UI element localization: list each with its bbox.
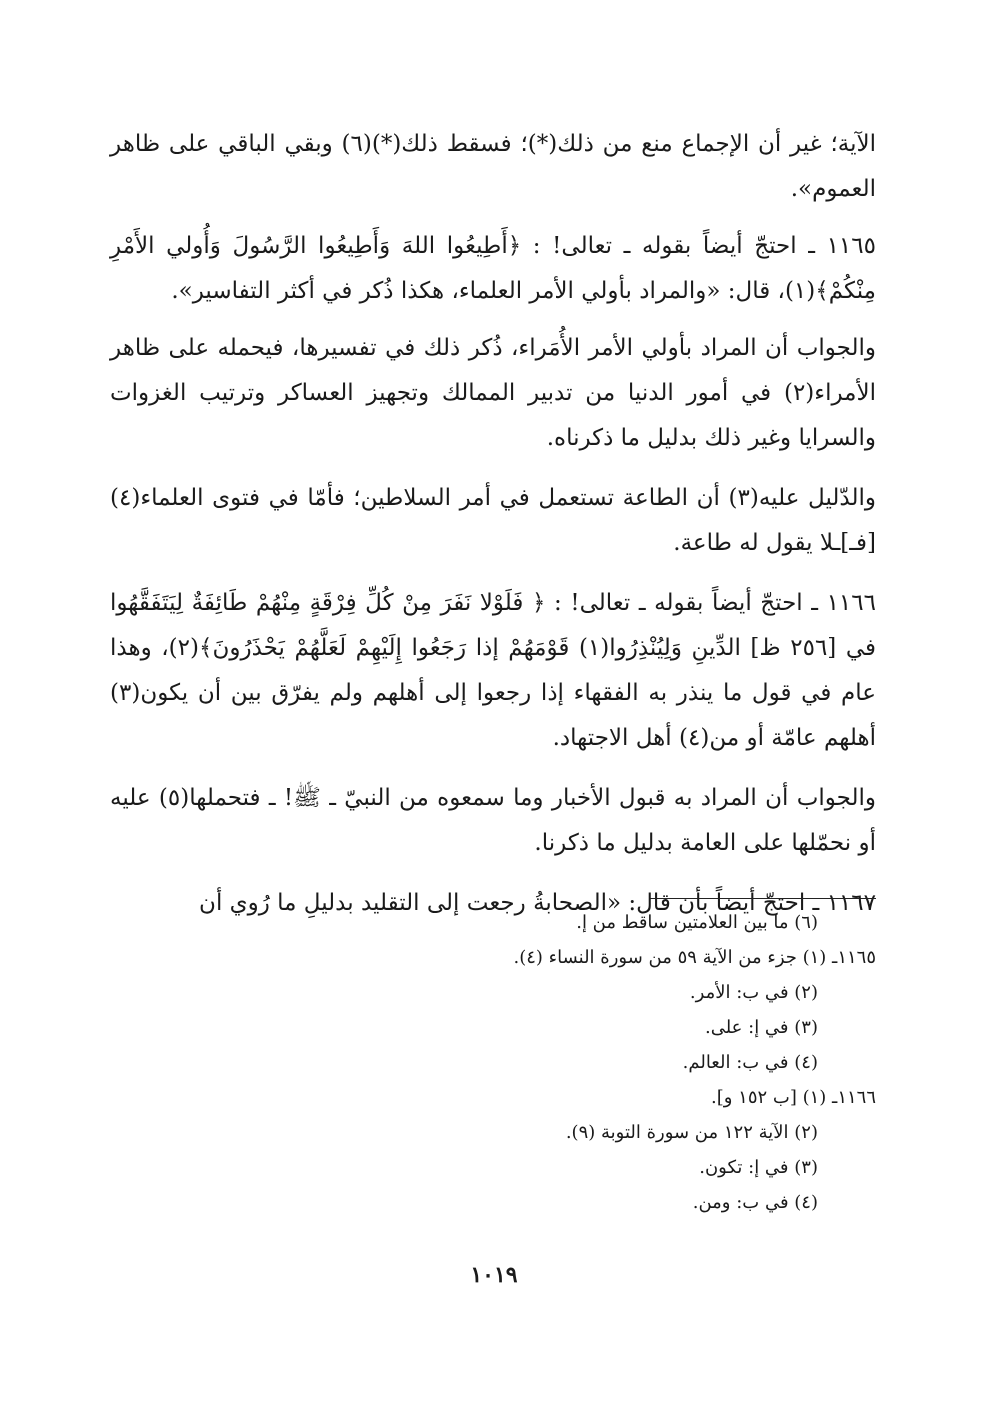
- paragraph-1165: ١١٦٥ ـ احتجّ أيضاً بقوله ـ تعالى! : ﴿أَطِيعُوا اللهَ وَأَطِيعُوا الرَّسُولَ وَأُولي الأَمْرِ مِنْكُمْ﴾(١)، قال: «والمراد بأولي الأمر العلماء، هكذا ذُكر في أكثر التفاسير».: [110, 233, 876, 304]
- page-number: ١٠١٩: [470, 1262, 518, 1288]
- footnotes: [156, 905, 876, 1220]
- paragraph-1166: ١١٦٦ ـ احتجّ أيضاً بقوله ـ تعالى! : ﴿ فَلَوْلا نَفَرَ مِنْ كُلِّ فِرْقَةٍ مِنْهُمْ طَائِفَةٌ لِيَتَفَقَّهُوا في [٢٥٦ ظ] الدِّينِ وَلِيُنْذِرُوا(١) قَوْمَهُمْ إذا رَجَعُوا إِلَيْهِمْ لَعَلَّهُمْ يَحْذَرُونَ﴾(٢)، وهذا عام في قول ما ينذر به الفقهاء إذا رجعوا إلى أهلهم ولم يفرّق بين أن يكون(٣) أهلهم عامّة أو من(٤) أهل الاجتهاد.: [110, 590, 876, 751]
- paragraph: والدّليل عليه(٣) أن الطاعة تستعمل في أمر السلاطين؛ فأمّا في فتوى العلماء(٤) [فـ]ـلا يقول له طاعة.: [110, 485, 876, 556]
- footnote: (٢) الآية ١٢٢ من سورة التوبة (٩).: [565, 1122, 818, 1143]
- paragraph: والجواب أن المراد به قبول الأخبار وما سمعوه من النبيّ ـ ﷺ! ـ فتحملها(٥) عليه أو نحمّلها على العامة بدليل ما ذكرنا.: [110, 785, 876, 856]
- footnote: (٣) في إ: على.: [705, 1017, 818, 1038]
- main-text: [110, 122, 876, 941]
- paragraph-1167: ١١٦٧ ـ احتجّ أيضاً بأن قال: «الصحابةُ رجعت إلى التقليد بدليلِ ما رُوي أن: [199, 890, 876, 916]
- footnote-divider: [650, 898, 876, 899]
- paragraph: والجواب أن المراد بأولي الأمر الأُمَراء، ذُكر ذلك في تفسيرها، فيحمله على ظاهر الأمراء(٢) في أمور الدنيا من تدبير الممالك وتجهيز العساكر وترتيب الغزوات والسرايا وغير ذلك بدليل ما ذكرناه.: [110, 335, 876, 451]
- footnote: (٦) ما بين العلامتين ساقط من إ.: [576, 912, 818, 933]
- footnote: ١١٦٦ـ (١) [ب ١٥٢ و].: [711, 1087, 876, 1108]
- footnote: (٤) في ب: العالم.: [682, 1052, 818, 1073]
- footnote: (٣) في إ: تكون.: [699, 1157, 818, 1178]
- footnote: (٤) في ب: ومن.: [692, 1192, 818, 1213]
- paragraph: الآية؛ غير أن الإجماع منع من ذلك(*)؛ فسقط ذلك(*)(٦) وبقي الباقي على ظاهر العموم».: [110, 131, 876, 202]
- footnote: ١١٦٥ـ (١) جزء من الآية ٥٩ من سورة النساء (٤).: [513, 947, 876, 968]
- footnote: (٢) في ب: الأمر.: [689, 982, 818, 1003]
